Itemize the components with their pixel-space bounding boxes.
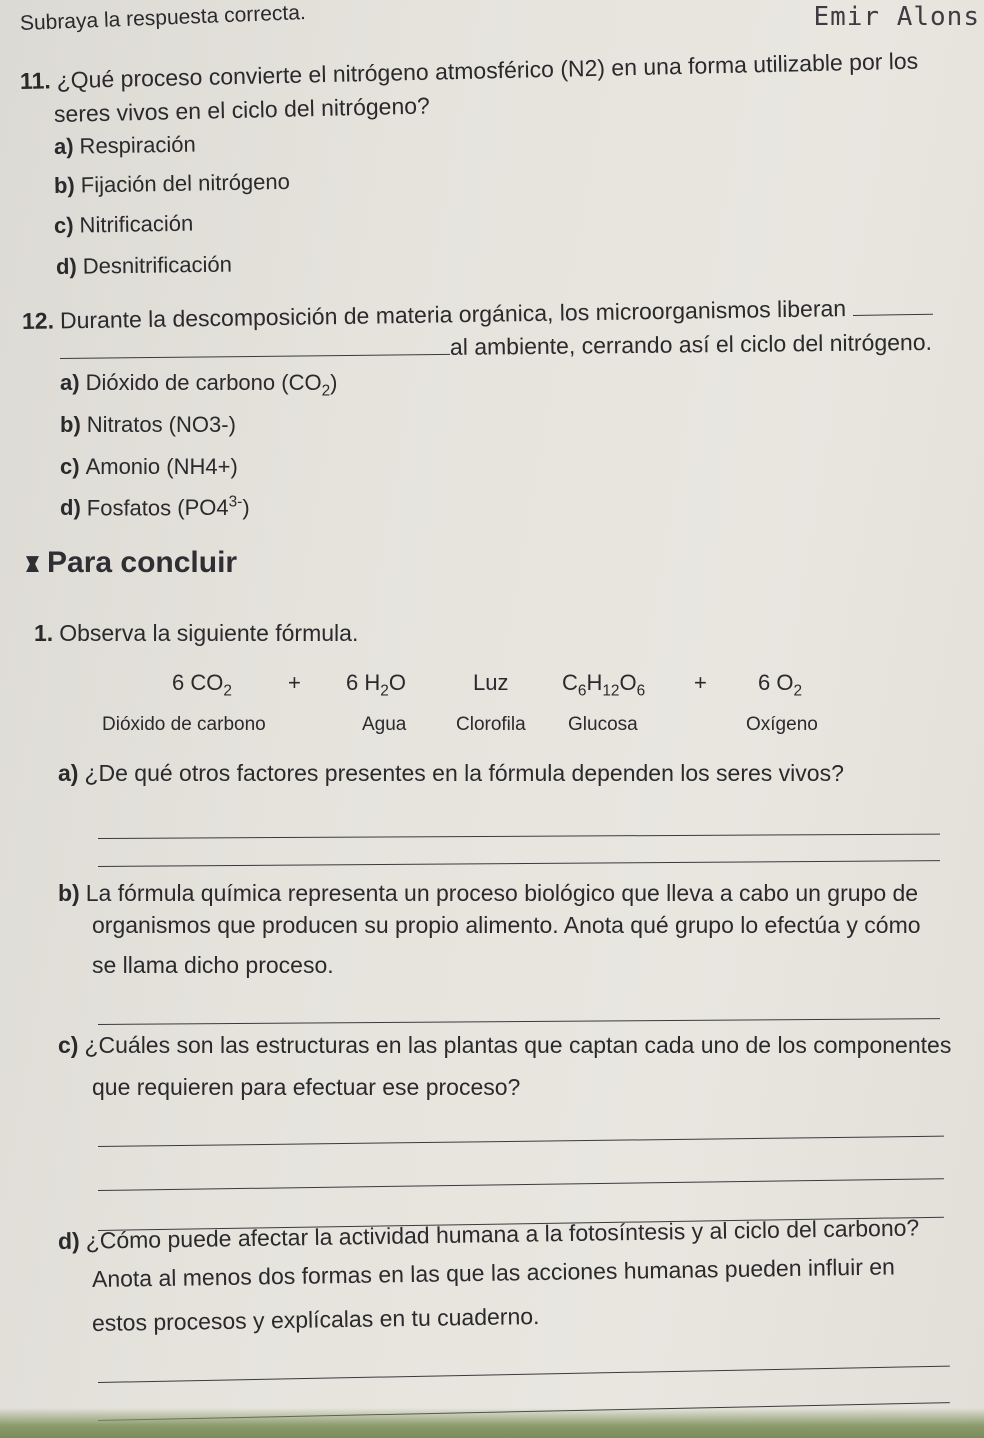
- option-letter: a): [53, 133, 74, 159]
- bookmark-icon: [26, 556, 39, 572]
- option-letter: d): [55, 253, 77, 279]
- equation-h2o: 6 $H_2O$: [346, 670, 406, 700]
- c1a-text: ¿De qué otros factores presentes en la fórmula dependen los seres vivos?: [84, 760, 844, 786]
- c1d-text-line1: ¿Cómo puede afectar la actividad humana a la fotosíntesis y al ciclo del carbono?: [85, 1214, 920, 1254]
- q12-answer-blank[interactable]: [853, 314, 933, 316]
- option-letter: a): [60, 370, 80, 395]
- q12-number: 12.: [21, 307, 55, 334]
- option-text: Nitrificación: [79, 210, 194, 238]
- equation-co2: 6 $CO_2$: [172, 670, 232, 700]
- c1a-letter: a): [58, 760, 79, 786]
- c1d-text-line2: Anota al menos dos formas en las que las acciones humanas pueden influir en: [91, 1253, 896, 1292]
- answer-line-c1[interactable]: [98, 1136, 944, 1147]
- label-co2: Dióxido de carbono: [102, 714, 266, 735]
- label-clorofila: Clorofila: [456, 714, 526, 735]
- q12-line2: [60, 329, 932, 365]
- equation-glucose: $C_6H_{12}O_6$: [562, 670, 646, 700]
- equation-plus-1: +: [288, 670, 301, 695]
- c1c-text-line2: que requieren para efectuar ese proceso?: [92, 1074, 521, 1100]
- c1-text: Observa la siguiente fórmula.: [59, 620, 359, 646]
- option-letter: c): [53, 212, 74, 238]
- option-text: Fijación del nitrógeno: [80, 168, 291, 198]
- option-letter: d): [60, 495, 81, 521]
- answer-line-b1[interactable]: [98, 1018, 940, 1025]
- student-name: Emir Alons: [813, 2, 980, 32]
- q11-option-b[interactable]: [54, 169, 290, 199]
- q11-line1: [20, 48, 919, 95]
- q11-text-line1: ¿Qué proceso convierte el nitrógeno atmosférico (N2) en una forma utilizable por los: [56, 47, 919, 94]
- option-text: Desnitrificación: [82, 251, 233, 279]
- c1c-text-line1: ¿Cuáles son las estructuras en las plantas que captan cada uno de los componentes: [84, 1032, 952, 1058]
- q11-text-line2: seres vivos en el ciclo del nitrógeno?: [53, 92, 431, 127]
- c1d-line1: [58, 1214, 920, 1255]
- c1-number: 1.: [34, 620, 54, 646]
- q12-text-line2: al ambiente, cerrando así el ciclo del nitrógeno.: [449, 328, 933, 360]
- q12-option-d[interactable]: [60, 494, 250, 521]
- answer-line-d1[interactable]: [98, 1366, 950, 1383]
- c1b-text-line3: se llama dicho proceso.: [92, 952, 334, 978]
- c1d-letter: d): [57, 1227, 80, 1254]
- instruction-text: Subraya la respuesta correcta.: [19, 1, 307, 35]
- equation-luz: Luz: [473, 670, 509, 695]
- option-text: Respiración: [79, 131, 196, 159]
- c1-intro: [34, 620, 358, 647]
- option-text: Amonio (NH4+): [85, 454, 238, 479]
- q11-option-c[interactable]: [54, 211, 194, 239]
- answer-line-a2[interactable]: [98, 860, 940, 867]
- equation-o2: 6 $O_2$: [758, 670, 803, 700]
- q12-option-a[interactable]: [60, 370, 337, 400]
- c1d-text-line3: estos procesos y explícalas en tu cuaderno.: [91, 1302, 540, 1336]
- option-letter: c): [60, 454, 80, 479]
- c1c-line1: [58, 1032, 951, 1059]
- equation-plus-2: +: [694, 670, 707, 695]
- section-title: Para concluir: [47, 546, 238, 579]
- c1b-line1: [58, 880, 918, 907]
- c1b-text-line1: La fórmula química representa un proceso biológico que lleva a cabo un grupo de: [85, 880, 919, 906]
- section-heading: [26, 546, 237, 580]
- answer-line-a1[interactable]: [98, 834, 940, 839]
- q11-option-a[interactable]: [54, 132, 196, 160]
- answer-line-c2[interactable]: [98, 1178, 944, 1191]
- option-letter: b): [60, 412, 81, 437]
- q12-line1: [22, 294, 933, 335]
- co2-formula: $(CO_2)$: [281, 370, 338, 400]
- option-text: Dióxido de carbono: [85, 370, 276, 395]
- q11-number: 11.: [19, 67, 51, 94]
- option-letter: b): [53, 172, 75, 198]
- option-text: Nitratos (NO3-): [86, 412, 236, 437]
- q11-option-d[interactable]: [56, 252, 232, 280]
- page-bottom-edge: [0, 1408, 984, 1438]
- c1b-letter: b): [58, 880, 80, 906]
- label-oxigeno: Oxígeno: [746, 714, 818, 735]
- option-text: Fosfatos: [86, 495, 172, 521]
- q12-text-line1: Durante la descomposición de materia orgánica, los microorganismos liberan: [59, 295, 847, 334]
- c1c-letter: c): [58, 1032, 79, 1058]
- q12-option-c[interactable]: [60, 454, 238, 480]
- label-h2o: Agua: [362, 714, 407, 735]
- label-glucosa: Glucosa: [568, 714, 638, 735]
- q12-option-b[interactable]: [60, 412, 236, 438]
- c1b-text-line2: organismos que producen su propio alimento. Anota qué grupo lo efectúa y cómo: [92, 912, 921, 938]
- c1a-question: [58, 760, 844, 787]
- po4-formula: $(PO4^{3-})$: [177, 494, 250, 521]
- q12-answer-blank-2[interactable]: [60, 354, 450, 359]
